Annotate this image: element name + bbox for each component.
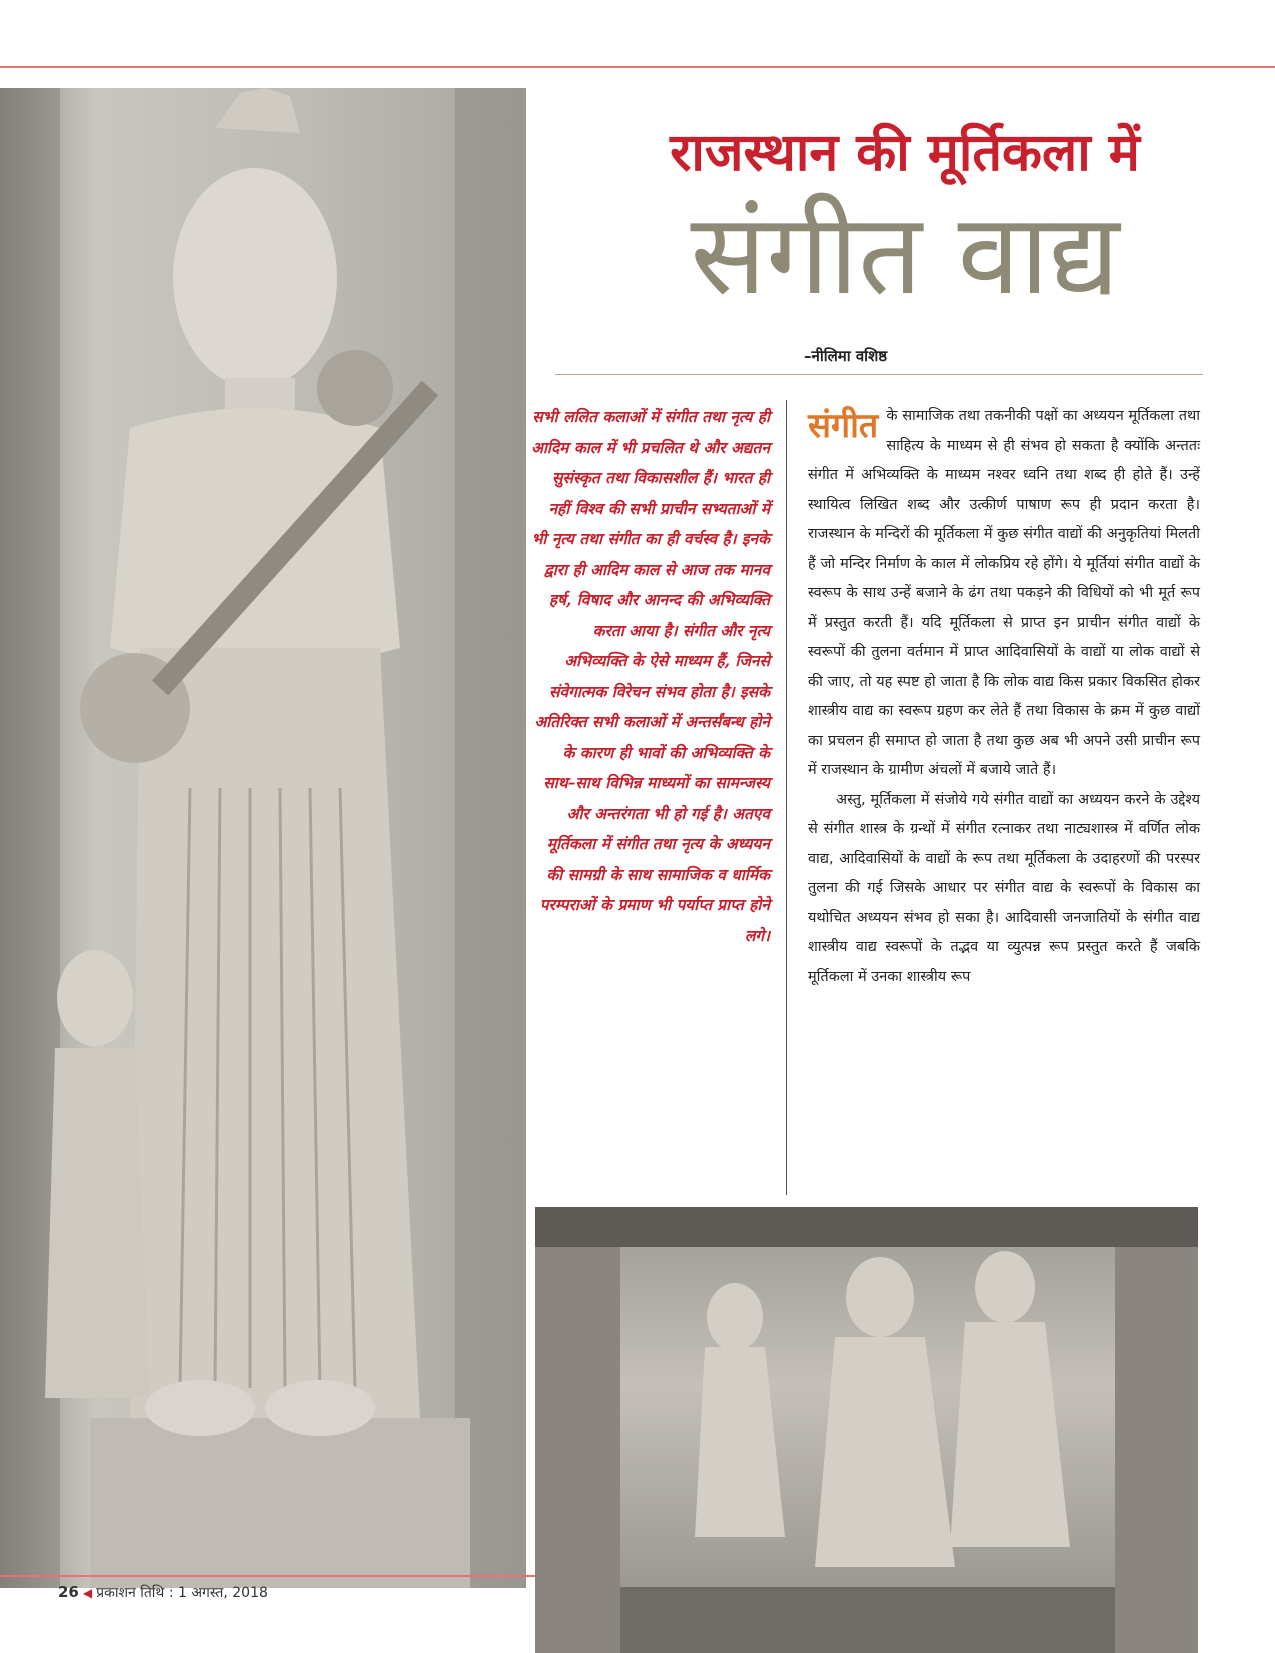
author-rule xyxy=(555,374,1203,375)
publication-date: प्रकाशन तिथि : 1 अगस्त, 2018 xyxy=(96,1585,268,1601)
bottom-rule xyxy=(0,1575,535,1577)
arrow-left-icon: ◀ xyxy=(82,1586,93,1600)
page-footer xyxy=(58,1583,268,1602)
article-title-line1: राजस्थान की मूर्तिकला में xyxy=(670,123,1140,183)
column-divider xyxy=(786,400,787,1195)
page-number: 26 xyxy=(58,1583,79,1601)
body-paragraph-1 xyxy=(808,402,1200,786)
body-paragraph-2: अस्तु, मूर्तिकला में संजोये गये संगीत वाद्यों का अध्ययन करने के उद्देश्य से संगीत शास्त्र के ग्रन्थों में संगीत रत्नाकर तथा नाट्यशास्त्र में वर्णित लोक वाद्य, आदिवासियों के वाद्यों के रूप तथा मूर्तिकला के उदाहरणों की परस्पर तुलना की गई जिसके आधार पर संगीत वाद्य के स्वरूपों के विकास का यथोचित अध्ययन संभव हो सका है। आदिवासी जनजातियों के संगीत वाद्य शास्त्रीय वाद्य स्वरूपों के तद्भव या व्युत्पन्न रूप प्रस्तुत करते हैं जबकि मूर्तिकला में उनका शास्त्रीय रूप xyxy=(808,791,1200,985)
article-title-line2: संगीत वाद्य xyxy=(690,190,1120,320)
body-paragraph-1-text: के सामाजिक तथा तकनीकी पक्षों का अध्ययन मूर्तिकला तथा साहित्य के माध्यम से ही संभव हो सकता है क्योंकि अन्ततः संगीत में अभिव्यक्ति के माध्यम नश्वर ध्वनि तथा शब्द ही होते हैं। उन्हें स्थायित्व लिखित शब्द और उत्कीर्ण पाषाण रूप ही प्रदान करता है। राजस्थान के मन्दिरों की मूर्तिकला में कुछ संगीत वाद्यों की अनुकृतियां मिलती हैं जो मन्दिर निर्माण के काल में लोकप्रिय रहे होंगे। ये मूर्तियां संगीत वाद्यों के स्वरूप के साथ उन्हें बजाने के ढंग तथा पकड़ने की विधियों को भी मूर्त रूप में प्रस्तुत करती हैं। यदि मूर्तिकला से प्राप्त इन प्राचीन संगीत वाद्यों के स्वरूपों की तुलना वर्तमान में प्राप्त आदिवासियों के वाद्यों या लोक वाद्यों से की जाए, तो यह स्पष्ट हो जाता है कि लोक वाद्य किस प्रकार विकसित होकर शास्त्रीय वाद्य का स्वरूप ग्रहण कर लेते हैं तथा विकास के क्रम में कुछ वाद्यों का प्रचलन ही समाप्त हो जाता है तथा कुछ अब भी अपने उसी प्राचीन रूप में राजस्थान के ग्रामीण अंचलों में बजाये जाते हैं। xyxy=(808,408,1200,778)
top-rule xyxy=(0,66,1275,68)
sculpture-photo-left xyxy=(0,88,526,1588)
body-column xyxy=(808,402,1200,992)
drop-word: संगीत xyxy=(808,406,879,446)
relief-photo-bottom xyxy=(535,1207,1198,1653)
intro-paragraph: सभी ललित कलाओं में संगीत तथा नृत्य ही आदिम काल में भी प्रचलित थे और अद्यतन सुसंस्कृत तथा विकासशील हैं। भारत ही नहीं विश्व की सभी प्राचीन सभ्यताओं में भी नृत्य तथा संगीत का ही वर्चस्व है। इनके द्वारा ही आदिम काल से आज तक मानव हर्ष, विषाद और आनन्द की अभिव्यक्ति करता आया है। संगीत और नृत्य अभिव्यक्ति के ऐसे माध्यम हैं, जिनसे संवेगात्मक विरेचन संभव होता है। इसके अतिरिक्त सभी कलाओं में अन्तर्संबन्ध होने के कारण ही भावों की अभिव्यक्ति के साथ–साथ विभिन्न माध्यमों का सामन्जस्य और अन्तरंगता भी हो गई है। अतएव मूर्तिकला में संगीत तथा नृत्य के अध्ययन की सामग्री के साथ सामाजिक व धार्मिक परम्पराओं के प्रमाण भी पर्याप्त प्राप्त होने लगे। xyxy=(531,407,770,945)
author-byline: –नीलिमा वशिष्ठ xyxy=(804,347,888,365)
